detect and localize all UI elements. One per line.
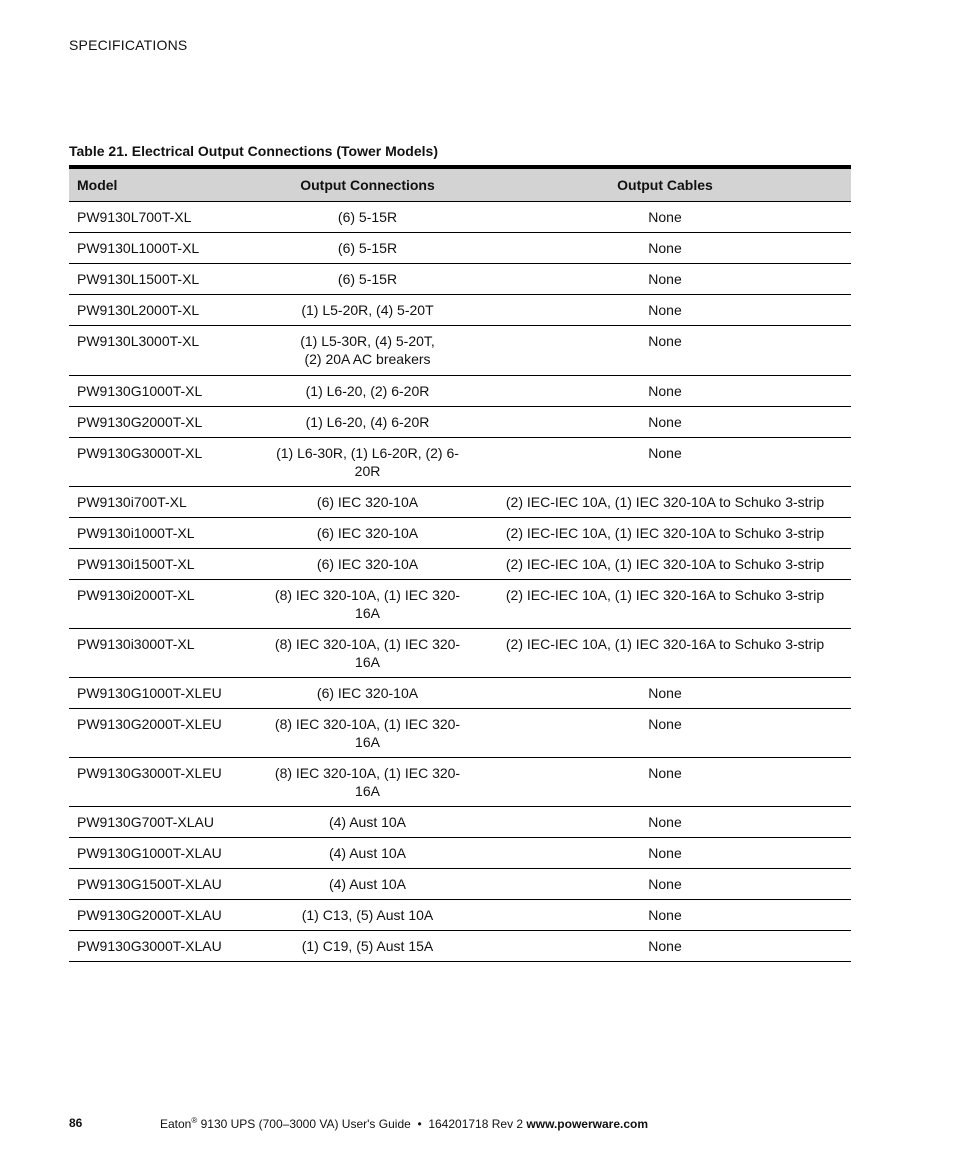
connection-line: (4) Aust 10A bbox=[328, 876, 407, 892]
connection-line: (8) IEC 320-10A, (1) IEC 320-16A bbox=[274, 765, 461, 799]
footer-text bbox=[160, 1116, 648, 1131]
cell-model: PW9130i1000T-XL bbox=[69, 518, 256, 549]
cell-output-connections bbox=[256, 758, 479, 807]
table-row bbox=[69, 900, 851, 931]
table-row bbox=[69, 264, 851, 295]
cell-output-connections bbox=[256, 580, 479, 629]
table-body bbox=[69, 202, 851, 962]
cell-output-cables: (2) IEC-IEC 10A, (1) IEC 320-16A to Schuko 3-strip bbox=[479, 580, 851, 629]
connection-line: (1) L5-20R, (4) 5-20T bbox=[301, 302, 434, 318]
connection-line: (6) 5-15R bbox=[337, 271, 398, 287]
column-header-model: Model bbox=[69, 169, 256, 202]
cell-output-connections bbox=[256, 678, 479, 709]
cell-output-connections bbox=[256, 629, 479, 678]
cell-output-cables: None bbox=[479, 264, 851, 295]
cell-model: PW9130G3000T-XLEU bbox=[69, 758, 256, 807]
cell-output-cables: None bbox=[479, 326, 851, 376]
connection-line: (1) L5-30R, (4) 5-20T, bbox=[300, 333, 435, 349]
connection-line: (6) IEC 320-10A bbox=[316, 494, 419, 510]
cell-model: PW9130i2000T-XL bbox=[69, 580, 256, 629]
cell-output-cables: None bbox=[479, 678, 851, 709]
cell-model: PW9130G3000T-XL bbox=[69, 438, 256, 487]
cell-output-connections bbox=[256, 376, 479, 407]
cell-model: PW9130G700T-XLAU bbox=[69, 807, 256, 838]
cell-model: PW9130i700T-XL bbox=[69, 487, 256, 518]
cell-output-connections bbox=[256, 264, 479, 295]
cell-model: PW9130L3000T-XL bbox=[69, 326, 256, 376]
cell-output-cables: (2) IEC-IEC 10A, (1) IEC 320-10A to Schuko 3-strip bbox=[479, 549, 851, 580]
table-title: Table 21. Electrical Output Connections (Tower Models) bbox=[69, 143, 438, 159]
trademark-symbol: ® bbox=[191, 1116, 198, 1125]
table-row bbox=[69, 580, 851, 629]
column-header-output-cables: Output Cables bbox=[479, 169, 851, 202]
cell-output-connections bbox=[256, 202, 479, 233]
cell-output-cables: None bbox=[479, 438, 851, 487]
cell-output-connections bbox=[256, 438, 479, 487]
table-row bbox=[69, 376, 851, 407]
connection-line: (8) IEC 320-10A, (1) IEC 320-16A bbox=[274, 587, 461, 621]
cell-output-cables: None bbox=[479, 709, 851, 758]
connection-line: (8) IEC 320-10A, (1) IEC 320-16A bbox=[274, 636, 461, 670]
cell-model: PW9130G1000T-XL bbox=[69, 376, 256, 407]
table-row bbox=[69, 807, 851, 838]
cell-output-connections bbox=[256, 900, 479, 931]
connection-line: (4) Aust 10A bbox=[328, 845, 407, 861]
cell-output-connections bbox=[256, 326, 479, 376]
cell-output-connections bbox=[256, 931, 479, 962]
table-row bbox=[69, 931, 851, 962]
table-row bbox=[69, 295, 851, 326]
cell-output-connections bbox=[256, 295, 479, 326]
connection-line: (6) IEC 320-10A bbox=[316, 525, 419, 541]
cell-output-cables: None bbox=[479, 838, 851, 869]
connection-line: (6) IEC 320-10A bbox=[316, 685, 419, 701]
cell-output-connections bbox=[256, 549, 479, 580]
table-row bbox=[69, 326, 851, 376]
cell-model: PW9130L2000T-XL bbox=[69, 295, 256, 326]
table-row bbox=[69, 202, 851, 233]
connection-line: (1) C13, (5) Aust 10A bbox=[301, 907, 434, 923]
cell-output-cables: (2) IEC-IEC 10A, (1) IEC 320-10A to Schuko 3-strip bbox=[479, 518, 851, 549]
connection-line: (6) 5-15R bbox=[337, 209, 398, 225]
cell-model: PW9130G2000T-XLEU bbox=[69, 709, 256, 758]
cell-model: PW9130i3000T-XL bbox=[69, 629, 256, 678]
column-header-output-connections: Output Connections bbox=[256, 169, 479, 202]
table-header-row bbox=[69, 169, 851, 202]
cell-output-cables: None bbox=[479, 295, 851, 326]
table-row bbox=[69, 487, 851, 518]
cell-output-connections bbox=[256, 709, 479, 758]
cell-model: PW9130G3000T-XLAU bbox=[69, 931, 256, 962]
connection-line: (1) L6-20, (2) 6-20R bbox=[305, 383, 430, 399]
table-row bbox=[69, 678, 851, 709]
cell-output-connections bbox=[256, 518, 479, 549]
cell-output-cables: None bbox=[479, 758, 851, 807]
cell-model: PW9130L1500T-XL bbox=[69, 264, 256, 295]
connection-line: (1) L6-30R, (1) L6-20R, (2) 6-20R bbox=[276, 445, 459, 479]
cell-output-connections bbox=[256, 838, 479, 869]
cell-output-connections bbox=[256, 407, 479, 438]
cell-output-cables: (2) IEC-IEC 10A, (1) IEC 320-10A to Schuko 3-strip bbox=[479, 487, 851, 518]
cell-output-connections bbox=[256, 487, 479, 518]
cell-output-connections bbox=[256, 233, 479, 264]
cell-output-cables: None bbox=[479, 202, 851, 233]
cell-output-cables: None bbox=[479, 807, 851, 838]
cell-output-cables: None bbox=[479, 900, 851, 931]
connection-line: (8) IEC 320-10A, (1) IEC 320-16A bbox=[274, 716, 461, 750]
cell-model: PW9130i1500T-XL bbox=[69, 549, 256, 580]
connection-line: (2) 20A AC breakers bbox=[304, 351, 431, 367]
cell-output-connections bbox=[256, 807, 479, 838]
cell-model: PW9130G2000T-XLAU bbox=[69, 900, 256, 931]
table-row bbox=[69, 407, 851, 438]
footer-url: www.powerware.com bbox=[526, 1117, 648, 1131]
cell-model: PW9130L1000T-XL bbox=[69, 233, 256, 264]
page-number: 86 bbox=[69, 1116, 83, 1130]
cell-model: PW9130G1000T-XLAU bbox=[69, 838, 256, 869]
table-row bbox=[69, 709, 851, 758]
table-row bbox=[69, 518, 851, 549]
cell-output-cables: None bbox=[479, 407, 851, 438]
section-header: SPECIFICATIONS bbox=[69, 37, 188, 53]
cell-output-cables: None bbox=[479, 233, 851, 264]
connection-line: (4) Aust 10A bbox=[328, 814, 407, 830]
cell-output-cables: None bbox=[479, 376, 851, 407]
cell-output-cables: (2) IEC-IEC 10A, (1) IEC 320-16A to Schuko 3-strip bbox=[479, 629, 851, 678]
connection-line: (1) L6-20, (4) 6-20R bbox=[305, 414, 430, 430]
cell-model: PW9130G1500T-XLAU bbox=[69, 869, 256, 900]
table-row bbox=[69, 233, 851, 264]
connection-line: (6) IEC 320-10A bbox=[316, 556, 419, 572]
table-row bbox=[69, 629, 851, 678]
connection-line: (6) 5-15R bbox=[337, 240, 398, 256]
cell-model: PW9130G1000T-XLEU bbox=[69, 678, 256, 709]
table-row bbox=[69, 869, 851, 900]
table-row bbox=[69, 549, 851, 580]
cell-model: PW9130G2000T-XL bbox=[69, 407, 256, 438]
footer-guide-text: 9130 UPS (700–3000 VA) User's Guide • 164201718 Rev 2 bbox=[197, 1117, 527, 1131]
table-row bbox=[69, 438, 851, 487]
table-row bbox=[69, 758, 851, 807]
output-connections-table bbox=[69, 165, 851, 962]
cell-model: PW9130L700T-XL bbox=[69, 202, 256, 233]
cell-output-cables: None bbox=[479, 931, 851, 962]
cell-output-connections bbox=[256, 869, 479, 900]
cell-output-cables: None bbox=[479, 869, 851, 900]
footer-brand: Eaton bbox=[160, 1117, 192, 1131]
connection-line: (1) C19, (5) Aust 15A bbox=[301, 938, 434, 954]
table-row bbox=[69, 838, 851, 869]
